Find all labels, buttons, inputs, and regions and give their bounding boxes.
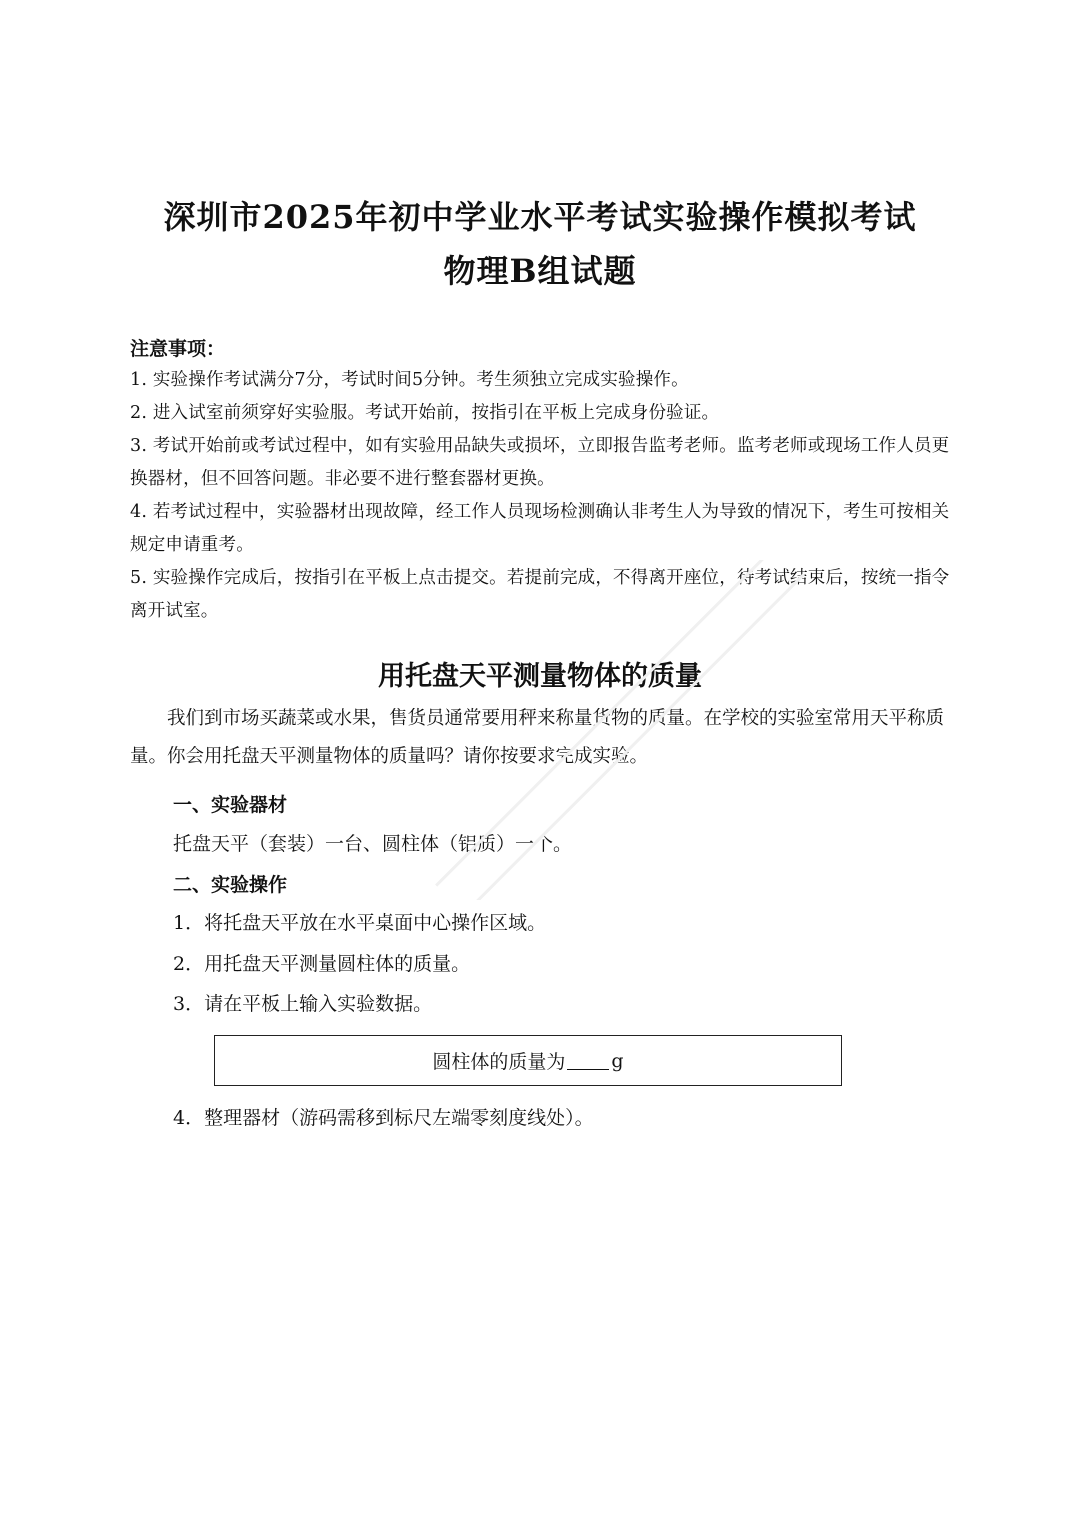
operation-step: 3．请在平板上输入实验数据。 xyxy=(173,993,433,1015)
notice-item: 2. 进入试室前须穿好实验服。考试开始前，按指引在平板上完成身份验证。 xyxy=(130,403,720,423)
answer-prefix: 圆柱体的质量为 xyxy=(432,1051,566,1073)
operation-heading: 二、实验操作 xyxy=(173,874,288,896)
experiment-title: 用托盘天平测量物体的质量 xyxy=(378,661,702,692)
experiment-intro: 我们到市场买蔬菜或水果，售货员通常要用秤来称量货物的质量。在学校的实验室常用天平称质量。你会用托盘天平测量物体的质量吗？请你按要求完成实验。 xyxy=(130,708,945,767)
equipment-text: 托盘天平（套装）一台、圆柱体（铝质）一个。 xyxy=(173,833,573,855)
notice-item: 1. 实验操作考试满分7分，考试时间5分钟。考生须独立完成实验操作。 xyxy=(130,370,689,390)
answer-blank xyxy=(567,1051,609,1070)
notice-item: 5. 实验操作完成后，按指引在平板上点击提交。若提前完成，不得离开座位，待考试结束后，按统一指令离开试室。 xyxy=(130,568,950,621)
answer-unit: g xyxy=(611,1049,624,1072)
notice-item: 4. 若考试过程中，实验器材出现故障，经工作人员现场检测确认非考生人为导致的情况下，考生可按相关规定申请重考。 xyxy=(130,502,950,555)
operation-step: 2．用托盘天平测量圆柱体的质量。 xyxy=(173,953,471,975)
document-subtitle: 物理B组试题 xyxy=(443,252,637,290)
document-title: 深圳市2025年初中学业水平考试实验操作模拟考试 xyxy=(163,198,917,236)
notice-item: 3. 考试开始前或考试过程中，如有实验用品缺失或损坏，立即报告监考老师。监考老师或现场工作人员更换器材，但不回答问题。非必要不进行整套器材更换。 xyxy=(130,436,950,489)
answer-box xyxy=(214,1035,842,1086)
operation-step: 4．整理器材（游码需移到标尺左端零刻度线处）。 xyxy=(173,1107,594,1129)
notice-heading: 注意事项： xyxy=(130,338,226,360)
operation-step: 1．将托盘天平放在水平桌面中心操作区域。 xyxy=(173,912,547,934)
equipment-heading: 一、实验器材 xyxy=(173,794,288,816)
